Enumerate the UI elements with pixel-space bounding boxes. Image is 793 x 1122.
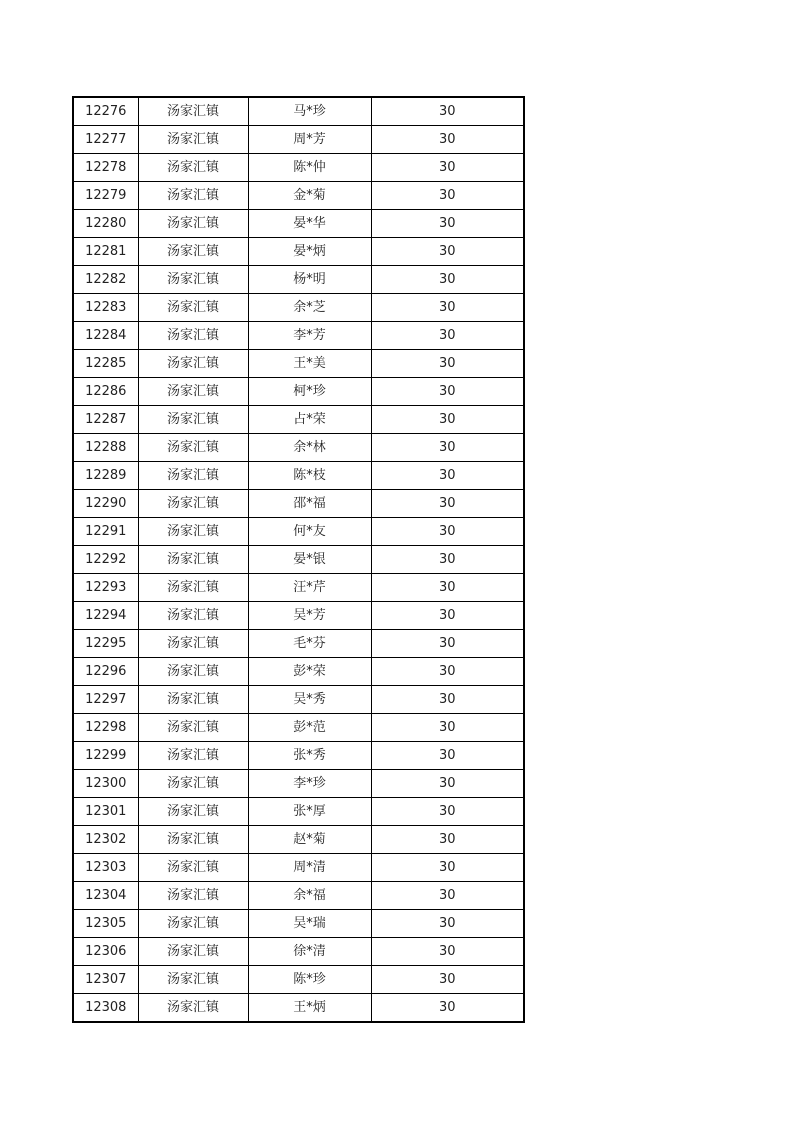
- town-cell: 汤家汇镇: [138, 182, 248, 210]
- table-row: [73, 97, 524, 126]
- row-id-cell: 12293: [73, 574, 138, 602]
- name-cell: 王*美: [248, 350, 371, 378]
- table-row: [73, 826, 524, 854]
- amount-cell: 30: [371, 546, 524, 574]
- amount-cell: 30: [371, 406, 524, 434]
- amount-cell: 30: [371, 378, 524, 406]
- amount-cell: 30: [371, 490, 524, 518]
- town-cell: 汤家汇镇: [138, 462, 248, 490]
- town-cell: 汤家汇镇: [138, 630, 248, 658]
- table-row: [73, 322, 524, 350]
- name-cell: 彭*范: [248, 714, 371, 742]
- table-row: [73, 742, 524, 770]
- town-cell: 汤家汇镇: [138, 574, 248, 602]
- table-row: [73, 882, 524, 910]
- table-row: [73, 938, 524, 966]
- amount-cell: 30: [371, 742, 524, 770]
- amount-cell: 30: [371, 798, 524, 826]
- amount-cell: 30: [371, 154, 524, 182]
- amount-cell: 30: [371, 182, 524, 210]
- row-id-cell: 12288: [73, 434, 138, 462]
- amount-cell: 30: [371, 854, 524, 882]
- town-cell: 汤家汇镇: [138, 966, 248, 994]
- data-table: [72, 96, 525, 1023]
- amount-cell: 30: [371, 294, 524, 322]
- name-cell: 陈*仲: [248, 154, 371, 182]
- name-cell: 余*芝: [248, 294, 371, 322]
- amount-cell: 30: [371, 602, 524, 630]
- row-id-cell: 12301: [73, 798, 138, 826]
- town-cell: 汤家汇镇: [138, 378, 248, 406]
- row-id-cell: 12276: [73, 97, 138, 126]
- name-cell: 金*菊: [248, 182, 371, 210]
- table-row: [73, 126, 524, 154]
- name-cell: 张*厚: [248, 798, 371, 826]
- town-cell: 汤家汇镇: [138, 714, 248, 742]
- name-cell: 马*珍: [248, 97, 371, 126]
- name-cell: 彭*荣: [248, 658, 371, 686]
- table-row: [73, 546, 524, 574]
- row-id-cell: 12284: [73, 322, 138, 350]
- table-row: [73, 238, 524, 266]
- amount-cell: 30: [371, 826, 524, 854]
- name-cell: 毛*芬: [248, 630, 371, 658]
- table-row: [73, 854, 524, 882]
- amount-cell: 30: [371, 938, 524, 966]
- amount-cell: 30: [371, 910, 524, 938]
- row-id-cell: 12282: [73, 266, 138, 294]
- table-row: [73, 686, 524, 714]
- name-cell: 赵*菊: [248, 826, 371, 854]
- town-cell: 汤家汇镇: [138, 938, 248, 966]
- town-cell: 汤家汇镇: [138, 658, 248, 686]
- amount-cell: 30: [371, 210, 524, 238]
- amount-cell: 30: [371, 966, 524, 994]
- table-row: [73, 406, 524, 434]
- town-cell: 汤家汇镇: [138, 294, 248, 322]
- table-row: [73, 154, 524, 182]
- row-id-cell: 12291: [73, 518, 138, 546]
- town-cell: 汤家汇镇: [138, 210, 248, 238]
- amount-cell: 30: [371, 462, 524, 490]
- row-id-cell: 12285: [73, 350, 138, 378]
- name-cell: 周*芳: [248, 126, 371, 154]
- row-id-cell: 12289: [73, 462, 138, 490]
- table-row: [73, 994, 524, 1023]
- row-id-cell: 12287: [73, 406, 138, 434]
- town-cell: 汤家汇镇: [138, 798, 248, 826]
- name-cell: 何*友: [248, 518, 371, 546]
- row-id-cell: 12305: [73, 910, 138, 938]
- row-id-cell: 12307: [73, 966, 138, 994]
- row-id-cell: 12308: [73, 994, 138, 1023]
- name-cell: 晏*华: [248, 210, 371, 238]
- town-cell: 汤家汇镇: [138, 910, 248, 938]
- amount-cell: 30: [371, 658, 524, 686]
- name-cell: 周*清: [248, 854, 371, 882]
- town-cell: 汤家汇镇: [138, 826, 248, 854]
- row-id-cell: 12278: [73, 154, 138, 182]
- town-cell: 汤家汇镇: [138, 97, 248, 126]
- row-id-cell: 12306: [73, 938, 138, 966]
- name-cell: 王*炳: [248, 994, 371, 1023]
- row-id-cell: 12281: [73, 238, 138, 266]
- row-id-cell: 12286: [73, 378, 138, 406]
- table-row: [73, 378, 524, 406]
- amount-cell: 30: [371, 434, 524, 462]
- row-id-cell: 12295: [73, 630, 138, 658]
- town-cell: 汤家汇镇: [138, 882, 248, 910]
- town-cell: 汤家汇镇: [138, 546, 248, 574]
- amount-cell: 30: [371, 350, 524, 378]
- table-row: [73, 966, 524, 994]
- table-row: [73, 266, 524, 294]
- amount-cell: 30: [371, 322, 524, 350]
- row-id-cell: 12302: [73, 826, 138, 854]
- name-cell: 李*芳: [248, 322, 371, 350]
- row-id-cell: 12300: [73, 770, 138, 798]
- amount-cell: 30: [371, 238, 524, 266]
- town-cell: 汤家汇镇: [138, 350, 248, 378]
- town-cell: 汤家汇镇: [138, 742, 248, 770]
- name-cell: 邵*福: [248, 490, 371, 518]
- table-row: [73, 210, 524, 238]
- amount-cell: 30: [371, 574, 524, 602]
- name-cell: 柯*珍: [248, 378, 371, 406]
- town-cell: 汤家汇镇: [138, 406, 248, 434]
- name-cell: 陈*枝: [248, 462, 371, 490]
- table-row: [73, 350, 524, 378]
- table-row: [73, 434, 524, 462]
- name-cell: 晏*银: [248, 546, 371, 574]
- town-cell: 汤家汇镇: [138, 434, 248, 462]
- town-cell: 汤家汇镇: [138, 126, 248, 154]
- table-row: [73, 574, 524, 602]
- town-cell: 汤家汇镇: [138, 238, 248, 266]
- name-cell: 吴*瑞: [248, 910, 371, 938]
- row-id-cell: 12303: [73, 854, 138, 882]
- town-cell: 汤家汇镇: [138, 490, 248, 518]
- row-id-cell: 12277: [73, 126, 138, 154]
- town-cell: 汤家汇镇: [138, 266, 248, 294]
- name-cell: 杨*明: [248, 266, 371, 294]
- town-cell: 汤家汇镇: [138, 518, 248, 546]
- name-cell: 汪*芹: [248, 574, 371, 602]
- amount-cell: 30: [371, 770, 524, 798]
- row-id-cell: 12279: [73, 182, 138, 210]
- name-cell: 晏*炳: [248, 238, 371, 266]
- table-body: [73, 97, 524, 1022]
- town-cell: 汤家汇镇: [138, 686, 248, 714]
- town-cell: 汤家汇镇: [138, 154, 248, 182]
- amount-cell: 30: [371, 518, 524, 546]
- table-row: [73, 798, 524, 826]
- table-row: [73, 658, 524, 686]
- row-id-cell: 12297: [73, 686, 138, 714]
- row-id-cell: 12280: [73, 210, 138, 238]
- amount-cell: 30: [371, 994, 524, 1023]
- town-cell: 汤家汇镇: [138, 994, 248, 1023]
- town-cell: 汤家汇镇: [138, 602, 248, 630]
- table-row: [73, 490, 524, 518]
- row-id-cell: 12298: [73, 714, 138, 742]
- amount-cell: 30: [371, 630, 524, 658]
- name-cell: 占*荣: [248, 406, 371, 434]
- name-cell: 吴*芳: [248, 602, 371, 630]
- amount-cell: 30: [371, 686, 524, 714]
- table-row: [73, 182, 524, 210]
- table-row: [73, 602, 524, 630]
- town-cell: 汤家汇镇: [138, 770, 248, 798]
- row-id-cell: 12283: [73, 294, 138, 322]
- amount-cell: 30: [371, 97, 524, 126]
- table-row: [73, 294, 524, 322]
- name-cell: 陈*珍: [248, 966, 371, 994]
- table-row: [73, 630, 524, 658]
- town-cell: 汤家汇镇: [138, 854, 248, 882]
- row-id-cell: 12292: [73, 546, 138, 574]
- amount-cell: 30: [371, 714, 524, 742]
- town-cell: 汤家汇镇: [138, 322, 248, 350]
- row-id-cell: 12294: [73, 602, 138, 630]
- name-cell: 余*福: [248, 882, 371, 910]
- table-row: [73, 714, 524, 742]
- table-row: [73, 910, 524, 938]
- row-id-cell: 12290: [73, 490, 138, 518]
- row-id-cell: 12296: [73, 658, 138, 686]
- name-cell: 李*珍: [248, 770, 371, 798]
- name-cell: 张*秀: [248, 742, 371, 770]
- amount-cell: 30: [371, 882, 524, 910]
- table-row: [73, 770, 524, 798]
- name-cell: 徐*清: [248, 938, 371, 966]
- table-row: [73, 518, 524, 546]
- row-id-cell: 12304: [73, 882, 138, 910]
- row-id-cell: 12299: [73, 742, 138, 770]
- amount-cell: 30: [371, 266, 524, 294]
- name-cell: 余*林: [248, 434, 371, 462]
- table-row: [73, 462, 524, 490]
- amount-cell: 30: [371, 126, 524, 154]
- name-cell: 吴*秀: [248, 686, 371, 714]
